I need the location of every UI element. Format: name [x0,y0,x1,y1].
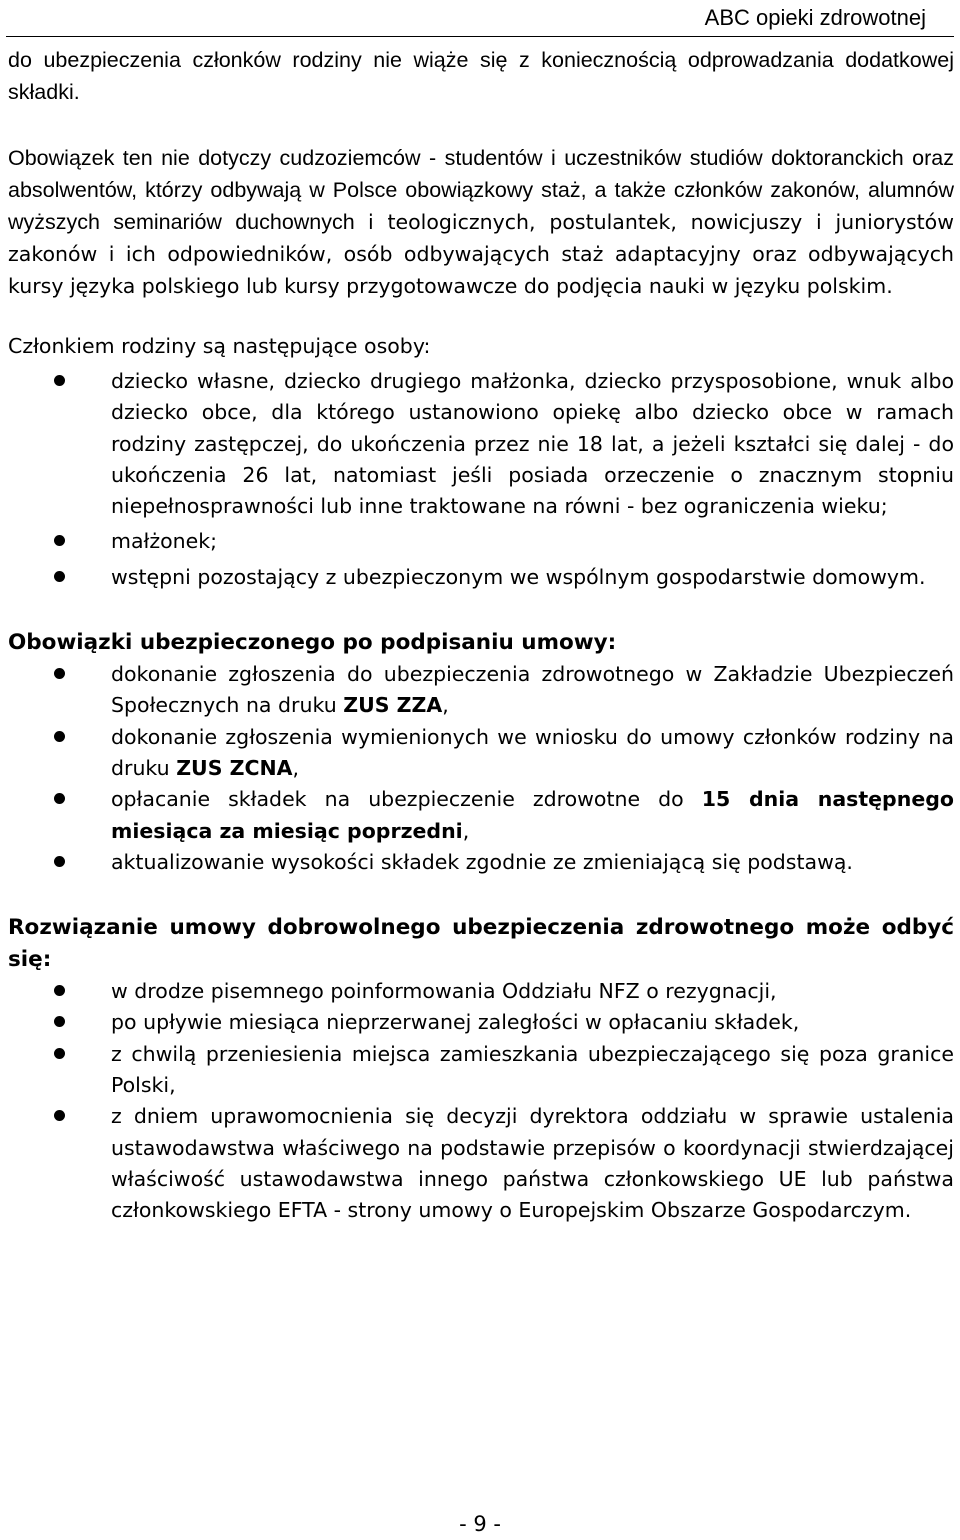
form-name: ZUS ZCNA [176,755,293,780]
list-item: po upływie miesiąca nieprzerwanej zaległości w opłacaniu składek, [8,1007,954,1038]
bullet-icon [54,1048,65,1059]
bullet-icon [54,793,65,804]
bullet-icon [54,731,65,742]
form-name: ZUS ZZA [343,693,443,718]
exemption-text-2: i teologicznych, postulantek, nowicjuszy i juniorystów zakonów i ich odpowiedników, osób odbywających staż adaptacyjny oraz odbywających kursy języka polskiego lub kursy przygotowawcze do podjęcia nauki w języku polskim. [8,210,954,298]
family-intro: Członkiem rodziny są następujące osoby: [8,334,431,358]
bullet-icon [54,535,65,546]
exemption-text-1: Obowiązek ten nie dotyczy cudzoziemców - studentów i uczestników studiów doktoranckich oraz absolwentów, którzy odbywają w Polsce obowiązkowy staż, a także członków zakonów, alumnów wyższych seminariów duchownych [8,146,954,234]
family-members-list [8,366,954,593]
bullet-icon [54,1016,65,1027]
termination-heading: Rozwiązanie umowy dobrowolnego ubezpieczenia zdrowotnego może odbyć się: [8,915,954,973]
list-item: dokonanie zgłoszenia wymienionych we wniosku do umowy członków rodziny na druku ZUS ZCNA, [8,722,954,785]
header-divider [6,36,954,37]
termination-list [8,976,954,1226]
list-item: aktualizowanie wysokości składek zgodnie ze zmieniającą się podstawą. [8,847,954,878]
list-item: małżonek; [8,526,954,557]
page-number: - 9 - [459,1512,501,1536]
bullet-icon [54,571,65,582]
list-item: w drodze pisemnego poinformowania Oddziału NFZ o rezygnacji, [8,976,954,1007]
list-item: opłacanie składek na ubezpieczenie zdrowotne do 15 dnia następnego miesiąca za miesiąc poprzedni, [8,784,954,847]
running-header: ABC opieki zdrowotnej [704,5,926,30]
list-item: z chwilą przeniesienia miejsca zamieszkania ubezpieczającego się poza granice Polski, [8,1039,954,1102]
bullet-icon [54,1110,65,1121]
document-body [8,44,954,1227]
exemption-paragraph [8,142,954,302]
list-item: dziecko własne, dziecko drugiego małżonka, dziecko przysposobione, wnuk albo dziecko obce, dla którego ustanowiono opiekę albo dziecko obce w ramach rodziny zastępczej, do ukończenia przez nie 18 lat, a jeżeli kształci się dalej - do ukończenia 26 lat, natomiast jeśli posiada orzeczenie o znacznym stopniu niepełnosprawności lub inne traktowane na równi - bez ograniczenia wieku; [8,366,954,522]
obligations-list [8,659,954,878]
obligations-heading: Obowiązki ubezpieczonego po podpisaniu umowy: [8,630,617,656]
bullet-icon [54,375,65,386]
intro-paragraph: do ubezpieczenia członków rodziny nie wiąże się z koniecznością odprowadzania dodatkowej składki. [8,48,954,104]
bullet-icon [54,668,65,679]
list-item: z dniem uprawomocnienia się decyzji dyrektora oddziału w sprawie ustalenia ustawodawstwa właściwego na podstawie przepisów o koordynacji stwierdzającej właściwość ustawodawstwa innego państwa członkowskiego UE lub państwa członkowskiego EFTA - strony umowy o Europejskim Obszarze Gospodarczym. [8,1101,954,1226]
list-item: dokonanie zgłoszenia do ubezpieczenia zdrowotnego w Zakładzie Ubezpieczeń Społecznych na druku ZUS ZZA, [8,659,954,722]
deadline-text: 15 dnia następnego miesiąca za miesiąc poprzedni [111,787,954,843]
bullet-icon [54,985,65,996]
bullet-icon [54,856,65,867]
list-item: wstępni pozostający z ubezpieczonym we wspólnym gospodarstwie domowym. [8,562,954,593]
